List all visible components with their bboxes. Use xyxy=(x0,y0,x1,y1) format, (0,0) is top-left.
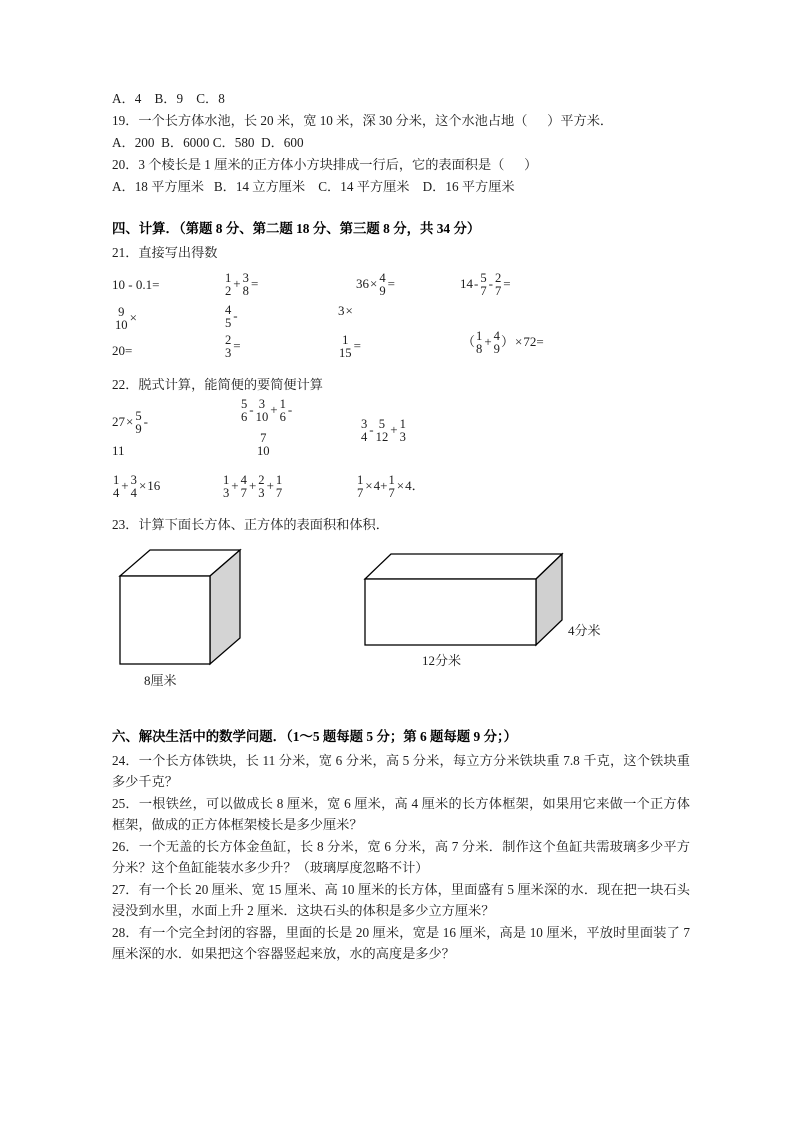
fraction-denominator: 10 xyxy=(257,444,270,458)
math-operator: - xyxy=(488,275,493,291)
fraction xyxy=(225,272,231,298)
fraction xyxy=(495,272,501,298)
math-operator: - xyxy=(233,307,238,323)
fraction-denominator: 15 xyxy=(339,346,352,360)
math-term: ） xyxy=(500,333,514,349)
question-21-row-1 xyxy=(112,264,690,304)
fraction-numerator: 1 xyxy=(476,329,483,343)
cube-front-face xyxy=(120,576,210,664)
question-22-row-1 xyxy=(112,396,690,466)
q22-expression-1 xyxy=(112,410,149,436)
math-operator: × xyxy=(345,303,353,318)
fraction-denominator: 9 xyxy=(135,422,142,436)
cuboid-bottom-label: 12分米 xyxy=(422,653,462,668)
math-operator: × xyxy=(138,477,147,493)
math-term: 4+ xyxy=(373,477,388,493)
fraction-numerator: 2 xyxy=(258,473,265,487)
fraction-numerator: 1 xyxy=(275,473,283,487)
problem-28: 28．有一个完全封闭的容器，里面的长是 20 厘米，宽是 16 厘米，高是 10 厘米，平放时里面装了 7 厘米深的水．如果把这个容器竖起来放，水的高度是多少？ xyxy=(112,925,690,961)
math-operator: × xyxy=(514,333,523,349)
fraction-denominator: 7 xyxy=(275,486,283,500)
math-operator: - xyxy=(369,421,374,437)
fraction xyxy=(388,474,394,500)
fraction-denominator: 7 xyxy=(494,284,502,298)
math-operator: - xyxy=(474,275,479,291)
q21-expression-2 xyxy=(224,272,259,298)
math-operator: × xyxy=(129,309,137,325)
q21-expression-8 xyxy=(462,330,544,356)
question-22-label: 22．脱式计算，能简便的要简便计算 xyxy=(112,377,323,392)
question-19-text: 19．一个长方体水池，长 20 米，宽 10 米，深 30 分米，这个水池占地（ ）平方米． xyxy=(112,113,614,128)
math-term: 14 xyxy=(460,275,473,291)
cuboid-figure xyxy=(362,550,572,660)
fraction xyxy=(256,398,269,424)
math-operator: × xyxy=(365,477,373,493)
math-operator: - xyxy=(143,413,148,429)
cube-figure xyxy=(118,546,278,666)
question-19-options: A．200 B．6000 C．580 D．600 xyxy=(112,135,304,150)
fraction-denominator: 3 xyxy=(223,486,230,500)
fraction xyxy=(476,330,482,356)
fraction xyxy=(376,418,389,444)
q22-expression-3 xyxy=(360,418,407,444)
fraction-denominator: 3 xyxy=(225,346,232,360)
fraction xyxy=(494,330,500,356)
fraction-numerator: 9 xyxy=(118,305,125,319)
question-20-options: A．18 平方厘米 B．14 立方厘米 C．14 平方厘米 D．16 平方厘米 xyxy=(112,179,515,194)
math-operator: - xyxy=(249,401,254,417)
fraction-denominator: 6 xyxy=(241,410,248,424)
fraction-numerator: 1 xyxy=(399,417,406,431)
fraction xyxy=(113,474,119,500)
math-term: （ xyxy=(462,333,476,349)
math-operator: + xyxy=(390,421,398,437)
math-operator: + xyxy=(484,333,492,349)
fraction-denominator: 6 xyxy=(279,410,286,424)
cuboid-front-face xyxy=(365,579,536,645)
problem-27: 27．有一个长 20 厘米、宽 15 厘米、高 10 厘米的长方体，里面盛有 5 厘米深的水．现在把一块石头浸没到水里，水面上升 2 厘米．这块石头的体积是多少立方厘米？ xyxy=(112,882,690,918)
q21-expression-1: 10 - 0.1= xyxy=(112,277,160,292)
q21-expression-7-tail xyxy=(338,334,362,360)
fraction xyxy=(400,418,406,444)
math-operator: = xyxy=(503,275,511,291)
fraction-numerator: 4 xyxy=(240,473,247,487)
q21-expression-3 xyxy=(356,272,396,298)
question-22-row-2 xyxy=(112,466,690,506)
q21-expression-5 xyxy=(114,306,138,332)
math-operator: × xyxy=(370,275,378,291)
fraction xyxy=(339,334,352,360)
fraction xyxy=(241,398,247,424)
fraction xyxy=(241,474,247,500)
math-operator: × xyxy=(396,477,405,493)
fraction-denominator: 4 xyxy=(113,486,120,500)
math-term: 27 xyxy=(112,413,125,429)
question-20-text: 20．3 个棱长是 1 厘米的正方体小方块排成一行后，它的表面积是（ ） xyxy=(112,157,538,172)
problem-24: 24．一个长方体铁块，长 11 分米，宽 6 分米，高 5 分米，每立方分米铁块重 7.8 千克，这个铁块重多少千克？ xyxy=(112,753,690,789)
question-18-options: A．4 B．9 C．8 xyxy=(112,91,225,106)
fraction xyxy=(131,474,137,500)
fraction-denominator: 7 xyxy=(480,284,487,298)
cube-bottom-label: 8厘米 xyxy=(144,673,177,688)
cuboid-right-label: 4分米 xyxy=(568,623,601,638)
fraction-numerator: 1 xyxy=(223,473,230,487)
problem-26: 26．一个无盖的长方体金鱼缸，长 8 分米，宽 6 分米，高 7 分米．制作这个鱼缸共需玻璃多少平方分米？这个鱼缸能装水多少升？（玻璃厚度忽略不计） xyxy=(112,839,690,875)
math-operator: + xyxy=(233,275,241,291)
fraction xyxy=(357,474,363,500)
fraction-numerator: 1 xyxy=(113,473,120,487)
fraction xyxy=(115,306,128,332)
fraction xyxy=(243,272,249,298)
fraction-denominator: 4 xyxy=(361,430,368,444)
fraction xyxy=(280,398,286,424)
math-term: 3 xyxy=(338,303,345,318)
fraction-numerator: 2 xyxy=(494,271,502,285)
section-six-heading: 六、解决生活中的数学问题．（1～5 题每题 5 分；第 6 题每题 9 分；） xyxy=(112,729,518,744)
math-operator: × xyxy=(126,413,134,429)
fraction-denominator: 10 xyxy=(255,410,269,424)
question-23-figures xyxy=(112,542,690,710)
fraction xyxy=(223,474,229,500)
fraction xyxy=(258,474,264,500)
q21-expression-4 xyxy=(460,272,512,298)
fraction-numerator: 4 xyxy=(225,303,232,317)
math-operator: + xyxy=(121,477,129,493)
q21-expression-5-tail: 20= xyxy=(112,343,133,358)
fraction-numerator: 1 xyxy=(357,473,364,487)
fraction-numerator: 3 xyxy=(130,473,137,487)
fraction-denominator: 10 xyxy=(115,318,128,332)
math-operator: = xyxy=(250,275,259,291)
fraction-denominator: 3 xyxy=(258,486,265,500)
fraction xyxy=(225,304,231,330)
math-operator: + xyxy=(266,477,274,493)
fraction xyxy=(379,272,385,298)
q21-expression-6 xyxy=(224,304,239,330)
problem-25: 25．一根铁丝，可以做成长 8 厘米，宽 6 厘米，高 4 厘米的长方体框架，如果用它来做一个正方体框架，做成的正方体框架棱长是多少厘米？ xyxy=(112,796,690,832)
math-operator: + xyxy=(248,477,257,493)
fraction-denominator: 7 xyxy=(388,486,395,500)
fraction-denominator: 5 xyxy=(225,316,232,330)
q22-expression-2 xyxy=(240,398,293,424)
cuboid-top-face xyxy=(365,554,562,579)
fraction-numerator: 2 xyxy=(225,333,232,347)
fraction-numerator: 1 xyxy=(225,271,232,285)
q21-expression-6-tail xyxy=(224,334,242,360)
fraction xyxy=(361,418,367,444)
q22-expression-2-tail xyxy=(256,432,271,458)
fraction-numerator: 7 xyxy=(260,431,267,445)
fraction-numerator: 3 xyxy=(242,271,249,285)
q22-expression-6 xyxy=(356,474,425,500)
page-content xyxy=(112,88,690,964)
fraction xyxy=(135,410,141,436)
fraction-denominator: 9 xyxy=(493,342,500,356)
math-operator: - xyxy=(287,401,293,417)
fraction-numerator: 1 xyxy=(279,397,286,411)
fraction-numerator: 5 xyxy=(378,417,386,431)
fraction-numerator: 5 xyxy=(241,397,248,411)
math-operator: = xyxy=(233,337,241,353)
q21-expression-7 xyxy=(338,304,354,318)
question-21-row-2 xyxy=(112,304,690,370)
fraction-denominator: 3 xyxy=(399,430,406,444)
math-term: 72= xyxy=(523,333,544,349)
fraction-denominator: 8 xyxy=(242,284,249,298)
math-operator: = xyxy=(353,337,361,353)
fraction-denominator: 4 xyxy=(130,486,137,500)
fraction-numerator: 5 xyxy=(135,409,142,423)
q22-expression-1-tail: 11 xyxy=(112,443,125,458)
fraction-numerator: 1 xyxy=(342,333,349,347)
section-four-heading: 四、计算．（第题 8 分、第二题 18 分、第三题 8 分，共 34 分） xyxy=(112,221,481,236)
fraction xyxy=(257,432,270,458)
math-term: 16 xyxy=(147,477,161,493)
fraction xyxy=(225,334,231,360)
question-21-label: 21．直接写出得数 xyxy=(112,245,218,260)
fraction-numerator: 5 xyxy=(480,271,487,285)
q22-expression-4 xyxy=(112,474,160,500)
fraction-numerator: 1 xyxy=(388,473,395,487)
fraction-numerator: 3 xyxy=(258,397,266,411)
q22-expression-5 xyxy=(222,474,283,500)
fraction-denominator: 7 xyxy=(240,486,247,500)
fraction-numerator: 4 xyxy=(379,271,386,285)
fraction-denominator: 2 xyxy=(225,284,232,298)
math-term: 36 xyxy=(356,275,369,291)
math-operator: + xyxy=(270,401,278,417)
fraction-numerator: 3 xyxy=(361,417,368,431)
fraction-denominator: 8 xyxy=(476,342,483,356)
fraction xyxy=(276,474,282,500)
fraction-denominator: 7 xyxy=(357,486,364,500)
math-operator: + xyxy=(231,477,239,493)
fraction-denominator: 12 xyxy=(375,430,389,444)
fraction xyxy=(480,272,486,298)
fraction-denominator: 9 xyxy=(379,284,386,298)
math-operator: = xyxy=(387,275,395,291)
question-23-label: 23．计算下面长方体、正方体的表面积和体积． xyxy=(112,517,389,532)
math-term: 4． xyxy=(405,477,425,493)
fraction-numerator: 4 xyxy=(493,329,500,343)
